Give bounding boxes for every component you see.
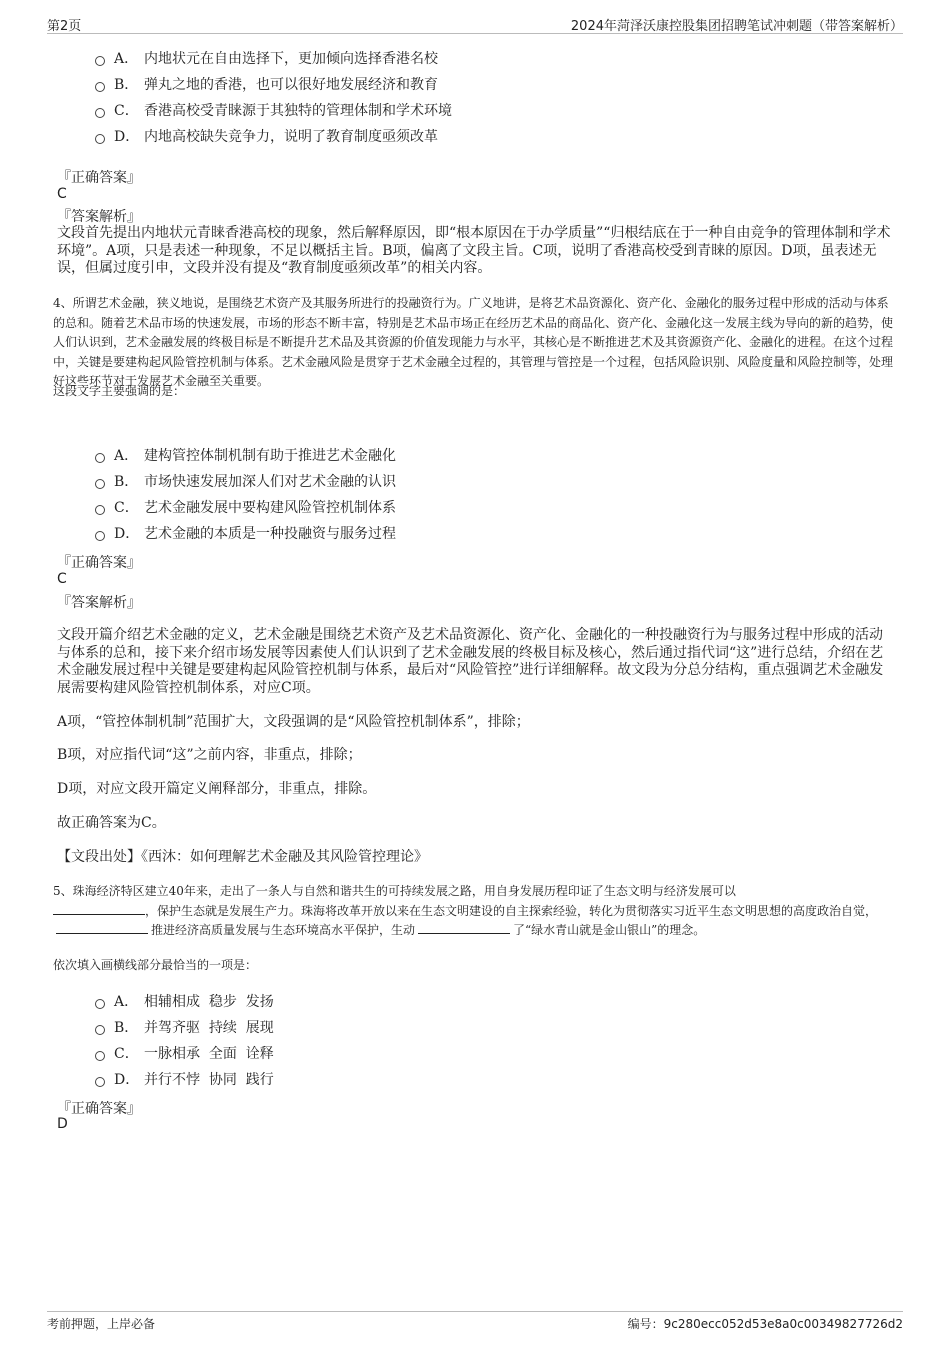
radio-icon[interactable] (95, 134, 105, 144)
q4-passage: 4、所谓艺术金融，狭义地说，是围绕艺术资产及其服务所进行的投融资行为。广义地讲，是将艺术品资源化、资产化、金融化的服务过程中形成的活动与体系的总和。随着艺术品市场的快速发展，市场的形态不断丰富，特别是艺术品市场正在经历艺术品的商品化、资产化、金融化这一发展主线为导向的新的趋势，使人们认识到，艺术金融发展的终极目标是不断提升艺术品及其资源的价值发现能力与水平，其核心是不断推进艺术及其资源资产化、金融化的进程。在这个过程中，关键是要建构起风险管控机制与体系。艺术金融风险是贯穿于艺术金融全过程的，其管理与管控是一个过程，包括风险识别、风险度量和风险控制等，处理好这些环节对于发展艺术金融至关重要。 (53, 296, 894, 388)
fill-blank-3[interactable] (418, 921, 510, 934)
radio-icon[interactable] (95, 999, 105, 1009)
q3-option-d[interactable]: D． 内地高校缺失竞争力，说明了教育制度亟须改革 (95, 123, 452, 149)
q3-option-a[interactable]: A． 内地状元在自由选择下，更加倾向选择香港名校 (95, 45, 452, 71)
q4-analysis-b: B项，对应指代词“这”之前内容，非重点，排除； (57, 747, 362, 763)
q3-analysis-label: 『答案解析』 (57, 209, 141, 225)
header-divider (47, 33, 903, 34)
fill-blank-1[interactable] (53, 902, 145, 915)
radio-icon[interactable] (95, 1051, 105, 1061)
page-number: 第2页 (47, 19, 82, 34)
q5-options (95, 988, 274, 1092)
radio-icon[interactable] (95, 82, 105, 92)
radio-icon[interactable] (95, 453, 105, 463)
q5-option-d[interactable]: D． 并行不悖 协同 践行 (95, 1066, 274, 1092)
q4-source: 【文段出处】《西沐：如何理解艺术金融及其风险管控理论》 (57, 849, 428, 865)
radio-icon[interactable] (95, 479, 105, 489)
q4-option-d[interactable]: D． 艺术金融的本质是一种投融资与服务过程 (95, 520, 396, 546)
q4-correct-answer-label: 『正确答案』 (57, 555, 141, 571)
q3-analysis: 文段首先提出内地状元青睐香港高校的现象，然后解释原因，即“根本原因在于办学质量”“归根结底在于一种自由竞争的管理体制和学术环境”。A项，只是表述一种现象，不足以概括主旨。B项，偏离了文段主旨。C项，说明了香港高校受到青睐的原因。D项，虽表述无误，但属过度引申，文段并没有提及“教育制度亟须改革”的相关内容。 (57, 225, 891, 276)
q4-analysis-main: 文段开篇介绍艺术金融的定义，艺术金融是围绕艺术资产及艺术品资源化、资产化、金融化的一种投融资行为与服务过程中形成的活动与体系的总和，接下来介绍市场发展等因素使人们认识到了艺术金融发展的终极目标及核心，然后通过指代词“这”进行总结，介绍在艺术金融发展过程中关键是要建构起风险管控机制与体系，最后对“风险管控”进行详细解释。故文段为分总分结构，重点强调艺术金融发展需要构建风险管控机制体系，对应C项。 (57, 627, 884, 696)
q4-analysis-conclusion: 故正确答案为C。 (57, 815, 166, 831)
q3-correct-answer-label: 『正确答案』 (57, 170, 141, 186)
q5-answer: D (57, 1116, 68, 1132)
q5-option-b[interactable]: B． 并驾齐驱 持续 展现 (95, 1014, 274, 1040)
q5-correct-answer-label: 『正确答案』 (57, 1101, 141, 1117)
q3-options (95, 45, 452, 149)
fill-blank-2[interactable] (56, 921, 148, 934)
radio-icon[interactable] (95, 505, 105, 515)
q3-option-b[interactable]: B． 弹丸之地的香港，也可以很好地发展经济和教育 (95, 71, 452, 97)
q4-analysis-d: D项，对应文段开篇定义阐释部分，非重点，排除。 (57, 781, 377, 797)
q5-passage: 5、珠海经济特区建立40年来，走出了一条人与自然和谐共生的可持续发展之路，用自身发展历程印证了生态文明与经济发展可以 ，保护生态就是发展生产力。珠海将改革开放以来在生态文明建设的自主探索经验，转化为贯彻落实习近平生态文明思想的高度政治自觉，推进经济高质量发展与生态环境高水平保护，生动 了“绿水青山就是金山银山”的理念。 (53, 884, 878, 937)
q3-option-c[interactable]: C． 香港高校受青睐源于其独特的管理体制和学术环境 (95, 97, 452, 123)
q4-analysis-label: 『答案解析』 (57, 595, 141, 611)
q5-option-a[interactable]: A． 相辅相成 稳步 发扬 (95, 988, 274, 1014)
radio-icon[interactable] (95, 56, 105, 66)
q4-question: 这段文字主要强调的是： (53, 384, 186, 398)
radio-icon[interactable] (95, 531, 105, 541)
radio-icon[interactable] (95, 1025, 105, 1035)
q4-option-a[interactable]: A． 建构管控体制机制有助于推进艺术金融化 (95, 442, 396, 468)
q5-question: 依次填入画横线部分最恰当的一项是： (53, 958, 258, 972)
radio-icon[interactable] (95, 1077, 105, 1087)
document-code: 编号：9c280ecc052d53e8a0c00349827726d2 (627, 1317, 903, 1331)
q4-analysis-a: A项，“管控体制机制”范围扩大，文段强调的是“风险管控机制体系”，排除； (57, 714, 530, 730)
footer-divider (47, 1311, 903, 1312)
q4-options (95, 442, 396, 546)
radio-icon[interactable] (95, 108, 105, 118)
q4-option-c[interactable]: C． 艺术金融发展中要构建风险管控机制体系 (95, 494, 396, 520)
q5-option-c[interactable]: C． 一脉相承 全面 诠释 (95, 1040, 274, 1066)
q4-option-b[interactable]: B． 市场快速发展加深人们对艺术金融的认识 (95, 468, 396, 494)
document-title: 2024年菏泽沃康控股集团招聘笔试冲刺题（带答案解析） (570, 19, 903, 34)
q3-answer: C (57, 186, 67, 202)
footer-slogan: 考前押题，上岸必备 (47, 1317, 156, 1331)
q4-answer: C (57, 571, 67, 587)
